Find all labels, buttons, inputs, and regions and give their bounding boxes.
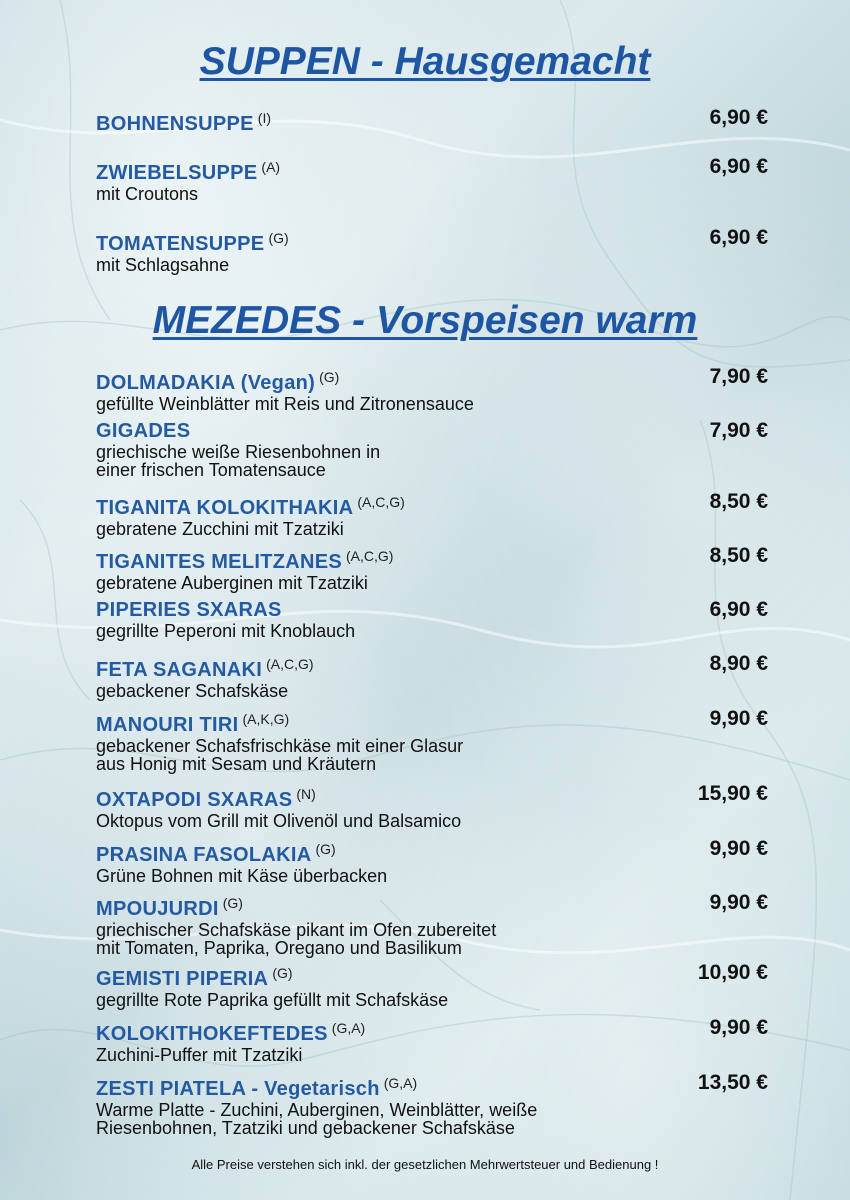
item-name-text: ZESTI PIATELA - Vegetarisch: [96, 1078, 380, 1100]
item-name: [96, 366, 768, 394]
section-title-suppen: SUPPEN - Hausgemacht: [199, 40, 651, 83]
allergen-codes: (N): [296, 786, 316, 802]
item-price: 6,90 €: [709, 226, 768, 249]
allergen-codes: (G): [319, 369, 340, 385]
item-description: gebratene Auberginen mit Tzatziki: [96, 573, 368, 593]
item-name: [96, 420, 768, 442]
item-description: gegrillte Peperoni mit Knoblauch: [96, 621, 356, 641]
allergen-codes: (G): [268, 230, 289, 246]
item-name-text: OXTAPODI SXARAS: [96, 789, 293, 811]
item-name-text: GEMISTI PIPERIA: [96, 968, 269, 990]
allergen-codes: (A): [261, 159, 281, 175]
item-name: [96, 599, 768, 621]
item-name: [96, 227, 768, 255]
allergen-codes: (A,K,G): [242, 711, 290, 727]
allergen-codes: (G): [315, 841, 336, 857]
section-title-mezedes: MEZEDES - Vorspeisen warm: [152, 299, 698, 342]
item-description: Grüne Bohnen mit Käse überbacken: [96, 866, 388, 886]
item-price: 15,90 €: [697, 782, 768, 805]
item-description: mit Schlagsahne: [96, 255, 230, 275]
item-name: [96, 491, 768, 519]
menu-item: [96, 1017, 768, 1064]
item-name-text: PRASINA FASOLAKIA: [96, 844, 312, 866]
item-name-text: FETA SAGANAKI: [96, 659, 263, 681]
item-price: 9,90 €: [709, 891, 768, 914]
menu-item: [96, 491, 768, 538]
item-price: 8,50 €: [709, 544, 768, 567]
item-name: [96, 107, 768, 135]
item-description: mit Croutons: [96, 184, 199, 204]
allergen-codes: (A,C,G): [266, 656, 314, 672]
item-description: gebackener Schafsfrischkäse mit einer Glasur aus Honig mit Sesam und Kräutern: [96, 736, 464, 774]
item-name: [96, 1072, 768, 1100]
item-name: [96, 838, 768, 866]
item-name: [96, 653, 768, 681]
item-description: gegrillte Rote Paprika gefüllt mit Schafskäse: [96, 990, 449, 1010]
item-name-text: TIGANITA KOLOKITHAKIA: [96, 497, 354, 519]
menu-item: [96, 599, 768, 640]
menu-item: [96, 1072, 768, 1137]
allergen-codes: (A,C,G): [357, 494, 405, 510]
item-price: 10,90 €: [697, 961, 768, 984]
item-price: 6,90 €: [709, 598, 768, 621]
allergen-codes: (G): [272, 965, 293, 981]
menu-item: [96, 653, 768, 700]
item-price: 9,90 €: [709, 837, 768, 860]
item-name-text: MPOUJURDI: [96, 898, 219, 920]
item-price: 7,90 €: [709, 419, 768, 442]
item-name-text: TIGANITES MELITZANES: [96, 551, 342, 573]
item-name-text: MANOURI TIRI: [96, 714, 239, 736]
menu-item: [96, 156, 768, 203]
item-name: [96, 892, 768, 920]
item-description: gefüllte Weinblätter mit Reis und Zitronensauce: [96, 394, 474, 414]
item-description: griechischer Schafskäse pikant im Ofen zubereitet mit Tomaten, Paprika, Oregano und Basilikum: [96, 920, 497, 958]
menu-item: [96, 892, 768, 957]
item-name: [96, 708, 768, 736]
item-description: Warme Platte - Zuchini, Auberginen, Weinblätter, weiße Riesenbohnen, Tzatziki und gebackener Schafskäse: [96, 1100, 538, 1138]
allergen-codes: (I): [257, 110, 271, 126]
item-description: gebratene Zucchini mit Tzatziki: [96, 519, 344, 539]
menu-item: [96, 838, 768, 885]
item-price: 8,90 €: [709, 652, 768, 675]
allergen-codes: (G,A): [383, 1075, 418, 1091]
menu-item: [96, 366, 768, 413]
item-name-text: BOHNENSUPPE: [96, 113, 254, 135]
item-name: [96, 962, 768, 990]
item-name: [96, 783, 768, 811]
item-name-text: ZWIEBELSUPPE: [96, 162, 258, 184]
item-name-text: DOLMADAKIA (Vegan): [96, 372, 316, 394]
item-name-text: PIPERIES SXARAS: [96, 599, 282, 621]
item-name: [96, 545, 768, 573]
item-description: gebackener Schafskäse: [96, 681, 289, 701]
item-price: 6,90 €: [709, 155, 768, 178]
price-footnote: Alle Preise verstehen sich inkl. der gesetzlichen Mehrwertsteuer und Bedienung !: [191, 1157, 659, 1172]
menu-item: [96, 545, 768, 592]
item-price: 7,90 €: [709, 365, 768, 388]
allergen-codes: (G): [222, 895, 243, 911]
menu-item: [96, 227, 768, 274]
item-name-text: GIGADES: [96, 420, 191, 442]
item-price: 6,90 €: [709, 106, 768, 129]
item-price: 8,50 €: [709, 490, 768, 513]
item-price: 13,50 €: [697, 1071, 768, 1094]
allergen-codes: (A,C,G): [346, 548, 394, 564]
item-price: 9,90 €: [709, 707, 768, 730]
menu-item: [96, 107, 768, 135]
item-name: [96, 1017, 768, 1045]
menu-item: [96, 420, 768, 479]
item-name-text: TOMATENSUPPE: [96, 233, 265, 255]
menu-item: [96, 708, 768, 773]
menu-item: [96, 962, 768, 1009]
item-description: Oktopus vom Grill mit Olivenöl und Balsamico: [96, 811, 462, 831]
item-description: griechische weiße Riesenbohnen in einer frischen Tomatensauce: [96, 442, 381, 480]
item-name-text: KOLOKITHOKEFTEDES: [96, 1023, 328, 1045]
item-price: 9,90 €: [709, 1016, 768, 1039]
item-description: Zuchini-Puffer mit Tzatziki: [96, 1045, 303, 1065]
allergen-codes: (G,A): [331, 1020, 366, 1036]
item-name: [96, 156, 768, 184]
menu-item: [96, 783, 768, 830]
